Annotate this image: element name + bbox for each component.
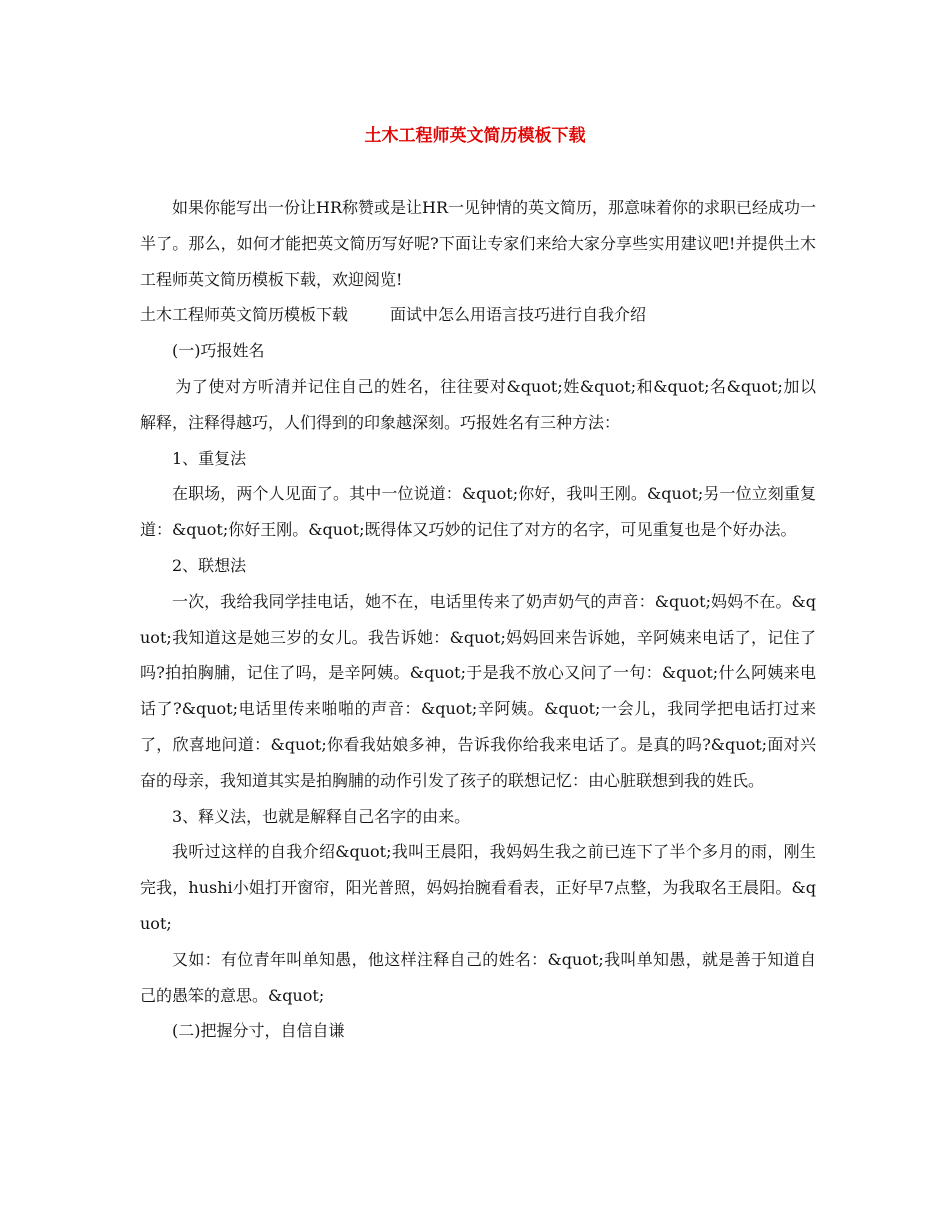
method2-paragraph: 一次，我给我同学挂电话，她不在，电话里传来了奶声奶气的声音：&quot;妈妈不在。&quot;我知道这是她三岁的女儿。我告诉她：&quot;妈妈回来告诉她，辛阿姨来电话了，记住了吗?拍拍胸脯，记住了吗，是辛阿姨。&quot;于是我不放心又问了一句：&quot;什么阿姨来电话了?&quot;电话里传来啪啪的声音：&quot;辛阿姨。&quot;一会儿，我同学把电话打过来了，欣喜地问道：&quot;你看我姑娘多神，告诉我你给我来电话了。是真的吗?&quot;面对兴奋的母亲，我知道其实是拍胸脯的动作引发了孩子的联想记忆：由心脏联想到我的姓氏。 [140,591,816,790]
method3-paragraph-1: 我听过这样的自我介绍&quot;我叫王晨阳，我妈妈生我之前已连下了半个多月的雨，刚生完我，hushi小姐打开窗帘，阳光普照，妈妈抬腕看看表，正好早7点整，为我取名王晨阳。&quot; [140,842,816,933]
subtitle-line [140,297,816,333]
document-title: 土木工程师英文简历模板下载 [364,126,586,146]
method1-heading: 1、重复法 [172,448,247,468]
intro-paragraph: 如果你能写出一份让HR称赞或是让HR一见钟情的英文简历，那意味着你的求职已经成功一半了。那么，如何才能把英文简历写好呢?下面让专家们来给大家分享些实用建议吧!并提供土木工程师英文简历模板下载，欢迎阅览! [140,198,817,289]
subtitle-left: 土木工程师英文简历模板下载 [140,305,349,325]
method3-paragraph-2: 又如：有位青年叫单知愚，他这样注释自己的姓名：&quot;我叫单知愚，就是善于知道自己的愚笨的意思。&quot; [140,949,816,1005]
document-body [140,190,816,1049]
section1-heading: (一)巧报姓名 [172,341,265,361]
method2-heading: 2、联想法 [172,555,247,575]
method3-heading: 3、释义法，也就是解释自己名字的由来。 [172,806,471,826]
method1-paragraph: 在职场，两个人见面了。其中一位说道：&quot;你好，我叫王刚。&quot;另一位立刻重复道：&quot;你好王刚。&quot;既得体又巧妙的记住了对方的名字，可见重复也是个好办法。 [140,484,816,540]
subtitle-right: 面试中怎么用语言技巧进行自我介绍 [390,305,647,325]
section2-heading: (二)把握分寸，自信自谦 [172,1021,345,1041]
section1-paragraph: 为了使对方听清并记住自己的姓名，往往要对&quot;姓&quot;和&quot;名&quot;加以解释，注释得越巧，人们得到的印象越深刻。巧报姓名有三种方法： [140,376,816,432]
